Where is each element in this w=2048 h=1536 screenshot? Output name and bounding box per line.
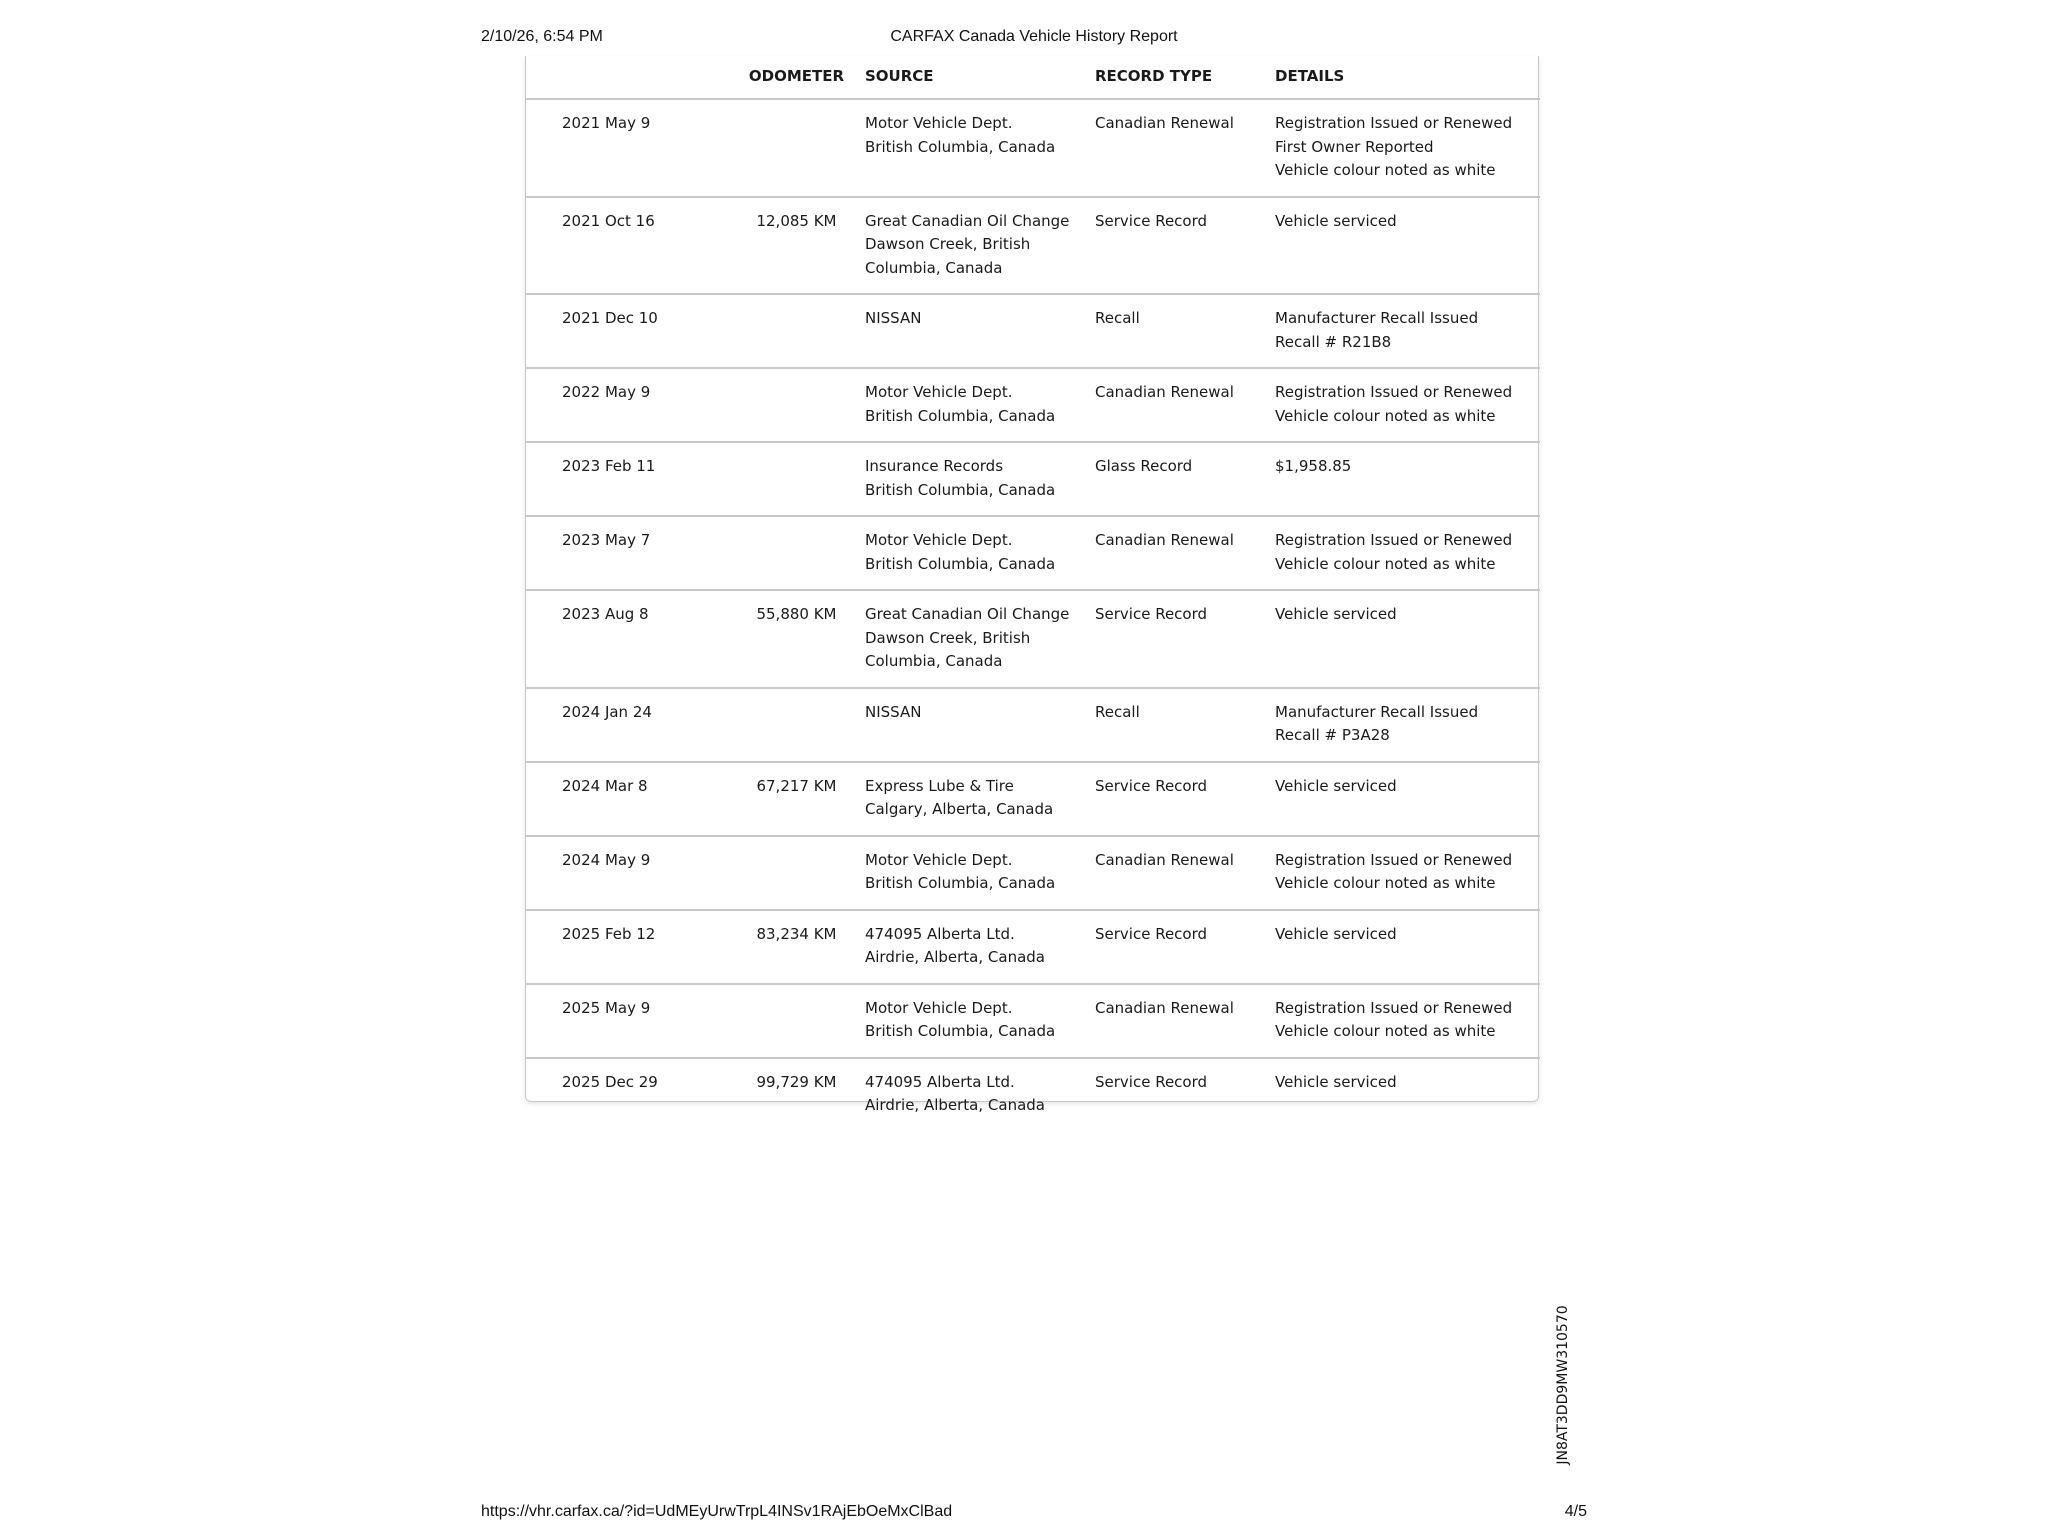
details-line: First Owner Reported [1275, 137, 1434, 156]
record-type-text: Service Record [1095, 924, 1208, 943]
cell-source [865, 910, 1095, 984]
date-text: 2025 Feb 12 [562, 924, 656, 943]
odometer-text: 55,880 KM [756, 605, 837, 623]
print-title: CARFAX Canada Vehicle History Report [890, 28, 1178, 45]
source-line: Dawson Creek, British [865, 628, 1031, 647]
cell-source [865, 294, 1095, 368]
record-type-text: Canadian Renewal [1095, 383, 1234, 401]
source-line: 474095 Alberta Ltd. [865, 1072, 1015, 1091]
details-line: Recall # R21B8 [1275, 332, 1392, 351]
cell-odometer [728, 516, 865, 590]
history-table-card [525, 56, 1539, 1114]
cell-source [865, 984, 1095, 1058]
cell-date [526, 516, 728, 590]
cell-odometer [728, 368, 865, 442]
details-line: Vehicle serviced [1275, 1072, 1397, 1091]
table-row [526, 1058, 1540, 1131]
record-type-text: Canadian Renewal [1095, 531, 1234, 549]
details-line: $1,958.85 [1275, 457, 1352, 475]
cell-details [1275, 197, 1540, 295]
cell-details [1275, 688, 1540, 762]
cell-record-type [1095, 1058, 1275, 1131]
source-line: British Columbia, Canada [865, 137, 1056, 156]
table-body [526, 99, 1540, 1131]
cell-source [865, 197, 1095, 295]
page-number: 4/5 [1564, 1503, 1587, 1520]
cell-source [865, 99, 1095, 197]
odometer-text: 99,729 KM [756, 1072, 837, 1091]
source-line: Airdrie, Alberta, Canada [865, 1096, 1045, 1114]
details-line: Registration Issued or Renewed [1275, 383, 1513, 401]
record-type-text: Service Record [1095, 605, 1208, 623]
print-footer [481, 1503, 1587, 1525]
source-line: Motor Vehicle Dept. [865, 850, 1013, 869]
date-text: 2025 May 9 [562, 998, 651, 1017]
source-line: Calgary, Alberta, Canada [865, 800, 1054, 818]
source-line: Dawson Creek, British [865, 235, 1031, 253]
table-row [526, 590, 1540, 688]
cell-details [1275, 984, 1540, 1058]
details-line: Registration Issued or Renewed [1275, 998, 1513, 1017]
details-line: Vehicle serviced [1275, 605, 1397, 623]
report-url: https://vhr.carfax.ca/?id=UdMEyUrwTrpL4INSv1RAjEbOeMxClBad [481, 1503, 953, 1520]
cell-record-type [1095, 294, 1275, 368]
header-details: DETAILS [1275, 56, 1540, 99]
cell-details [1275, 1058, 1540, 1131]
date-text: 2022 May 9 [562, 383, 651, 401]
cell-record-type [1095, 442, 1275, 516]
cell-record-type [1095, 762, 1275, 836]
cell-date [526, 1058, 728, 1131]
table-row [526, 197, 1540, 295]
source-line: Motor Vehicle Dept. [865, 114, 1013, 132]
table-row [526, 910, 1540, 984]
table-row [526, 688, 1540, 762]
date-text: 2024 Mar 8 [562, 776, 648, 795]
cell-source [865, 836, 1095, 910]
date-text: 2023 Aug 8 [562, 605, 649, 623]
cell-date [526, 984, 728, 1058]
source-line: British Columbia, Canada [865, 554, 1056, 573]
cell-odometer [728, 910, 865, 984]
source-line: British Columbia, Canada [865, 874, 1056, 892]
cell-source [865, 762, 1095, 836]
source-line: NISSAN [865, 702, 922, 721]
vin-text: JN8AT3DD9MW310570 [1555, 1305, 1571, 1465]
source-line: Motor Vehicle Dept. [865, 998, 1013, 1017]
source-line: British Columbia, Canada [865, 406, 1056, 425]
details-line: Vehicle colour noted as white [1275, 406, 1496, 425]
cell-source [865, 688, 1095, 762]
source-line: British Columbia, Canada [865, 480, 1056, 499]
details-line: Recall # P3A28 [1275, 726, 1390, 744]
cell-odometer [728, 294, 865, 368]
record-type-text: Service Record [1095, 776, 1208, 795]
source-line: Insurance Records [865, 457, 1004, 475]
details-line: Manufacturer Recall Issued [1275, 702, 1479, 721]
table-row [526, 294, 1540, 368]
details-line: Registration Issued or Renewed [1275, 114, 1513, 132]
cell-record-type [1095, 368, 1275, 442]
cell-details [1275, 590, 1540, 688]
record-type-text: Service Record [1095, 1072, 1208, 1091]
cell-odometer [728, 197, 865, 295]
cell-date [526, 368, 728, 442]
cell-source [865, 1058, 1095, 1131]
table-row [526, 984, 1540, 1058]
record-type-text: Canadian Renewal [1095, 114, 1234, 132]
record-type-text: Recall [1095, 702, 1140, 721]
cell-source [865, 590, 1095, 688]
cell-odometer [728, 442, 865, 516]
source-line: Great Canadian Oil Change [865, 211, 1070, 230]
cell-source [865, 368, 1095, 442]
table-row [526, 368, 1540, 442]
header-odometer: ODOMETER [728, 56, 865, 99]
source-line: 474095 Alberta Ltd. [865, 924, 1015, 943]
cell-details [1275, 516, 1540, 590]
table-row [526, 836, 1540, 910]
source-line: Express Lube & Tire [865, 776, 1014, 795]
date-text: 2021 Oct 16 [562, 211, 655, 230]
table-row [526, 762, 1540, 836]
cell-odometer [728, 99, 865, 197]
source-line: Motor Vehicle Dept. [865, 383, 1013, 401]
odometer-text: 67,217 KM [756, 776, 837, 795]
vin-vertical-label [1551, 1305, 1575, 1465]
details-line: Registration Issued or Renewed [1275, 531, 1513, 549]
date-text: 2025 Dec 29 [562, 1072, 658, 1091]
cell-details [1275, 442, 1540, 516]
header-source: SOURCE [865, 56, 1095, 99]
details-line: Vehicle serviced [1275, 924, 1397, 943]
cell-odometer [728, 836, 865, 910]
cell-record-type [1095, 590, 1275, 688]
cell-odometer [728, 688, 865, 762]
table-row [526, 442, 1540, 516]
cell-details [1275, 368, 1540, 442]
cell-odometer [728, 590, 865, 688]
details-line: Vehicle serviced [1275, 211, 1397, 230]
source-line: Motor Vehicle Dept. [865, 531, 1013, 549]
cell-record-type [1095, 516, 1275, 590]
print-header [481, 28, 1587, 50]
details-line: Vehicle colour noted as white [1275, 161, 1496, 179]
cell-details [1275, 294, 1540, 368]
cell-details [1275, 836, 1540, 910]
date-text: 2021 Dec 10 [562, 309, 658, 327]
table-header-row [526, 56, 1540, 99]
record-type-text: Canadian Renewal [1095, 998, 1234, 1017]
cell-date [526, 836, 728, 910]
source-line: NISSAN [865, 309, 922, 327]
cell-date [526, 762, 728, 836]
vehicle-history-table [526, 56, 1540, 1131]
cell-source [865, 516, 1095, 590]
header-date [526, 56, 728, 99]
cell-record-type [1095, 984, 1275, 1058]
cell-date [526, 294, 728, 368]
date-text: 2024 May 9 [562, 850, 651, 869]
date-text: 2021 May 9 [562, 114, 651, 132]
record-type-text: Glass Record [1095, 457, 1193, 475]
cell-details [1275, 910, 1540, 984]
details-line: Vehicle colour noted as white [1275, 874, 1496, 892]
table-row [526, 99, 1540, 197]
details-line: Vehicle serviced [1275, 776, 1397, 795]
print-datetime: 2/10/26, 6:54 PM [481, 28, 603, 45]
header-record-type: RECORD TYPE [1095, 56, 1275, 99]
odometer-text: 83,234 KM [756, 924, 837, 943]
cell-date [526, 910, 728, 984]
details-line: Vehicle colour noted as white [1275, 554, 1496, 573]
cell-record-type [1095, 910, 1275, 984]
cell-details [1275, 99, 1540, 197]
cell-date [526, 197, 728, 295]
source-line: Columbia, Canada [865, 258, 1003, 277]
cell-source [865, 442, 1095, 516]
record-type-text: Canadian Renewal [1095, 850, 1234, 869]
cell-record-type [1095, 688, 1275, 762]
record-type-text: Service Record [1095, 211, 1208, 230]
cell-odometer [728, 1058, 865, 1131]
date-text: 2023 May 7 [562, 531, 651, 549]
table-row [526, 516, 1540, 590]
cell-record-type [1095, 99, 1275, 197]
source-line: Columbia, Canada [865, 652, 1003, 670]
source-line: Great Canadian Oil Change [865, 605, 1070, 623]
cell-date [526, 99, 728, 197]
date-text: 2023 Feb 11 [562, 457, 656, 475]
details-line: Vehicle colour noted as white [1275, 1022, 1496, 1040]
odometer-text: 12,085 KM [756, 211, 837, 230]
source-line: British Columbia, Canada [865, 1022, 1056, 1040]
date-text: 2024 Jan 24 [562, 702, 652, 721]
cell-record-type [1095, 836, 1275, 910]
cell-date [526, 688, 728, 762]
cell-odometer [728, 762, 865, 836]
source-line: Airdrie, Alberta, Canada [865, 948, 1045, 966]
cell-date [526, 442, 728, 516]
details-line: Registration Issued or Renewed [1275, 850, 1513, 869]
cell-odometer [728, 984, 865, 1058]
cell-date [526, 590, 728, 688]
details-line: Manufacturer Recall Issued [1275, 309, 1479, 327]
record-type-text: Recall [1095, 309, 1140, 327]
cell-record-type [1095, 197, 1275, 295]
cell-details [1275, 762, 1540, 836]
